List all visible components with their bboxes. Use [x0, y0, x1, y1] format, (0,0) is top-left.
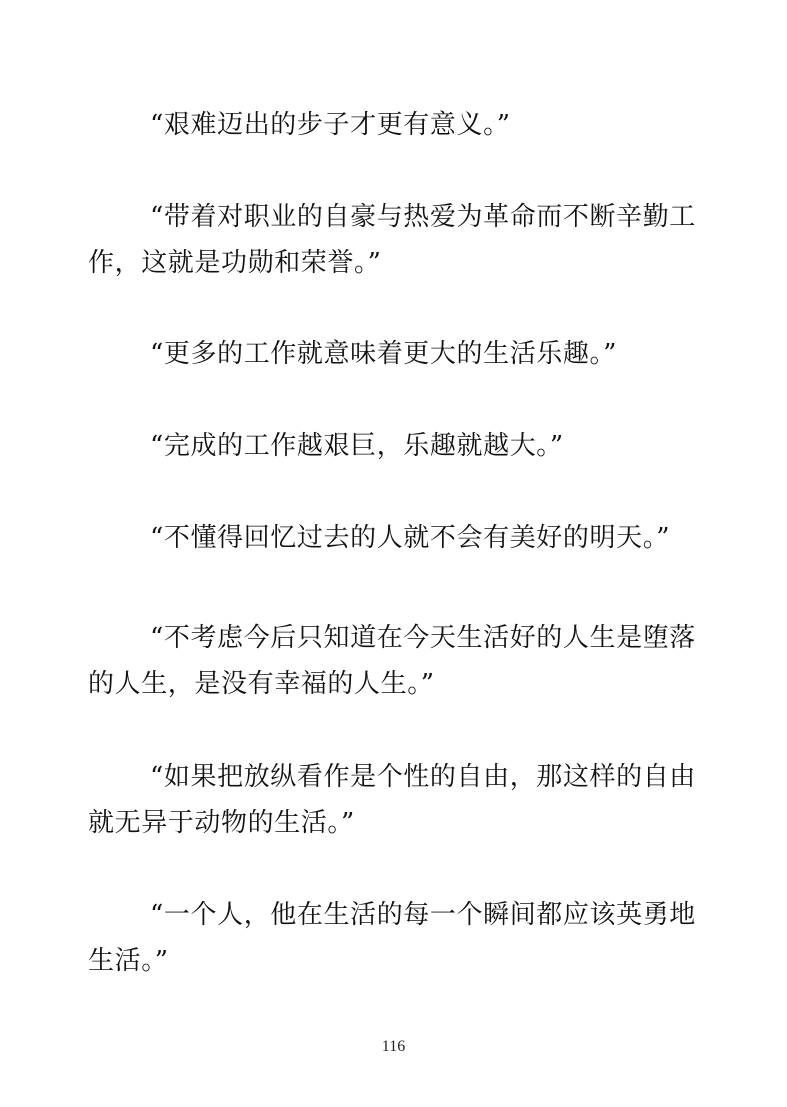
quote-paragraph-8: “一个人，他在生活的每一个瞬间都应该英勇地生活。”: [88, 900, 696, 976]
quote-paragraph-1: “艰难迈出的步子才更有意义。”: [150, 110, 511, 140]
page-number: 116: [381, 1038, 406, 1055]
quote-paragraph-4: “完成的工作越艰巨，乐趣就越大。”: [150, 431, 564, 461]
quote-paragraph-5: “不懂得回忆过去的人就不会有美好的明天。”: [150, 523, 671, 553]
quote-paragraph-3: “更多的工作就意味着更大的生活乐趣。”: [150, 339, 617, 369]
quote-paragraph-7: “如果把放纵看作是个性的自由，那这样的自由就无异于动物的生活。”: [88, 762, 696, 838]
quote-paragraph-2: “带着对职业的自豪与热爱为革命而不断辛勤工作，这就是功勋和荣誉。”: [88, 202, 696, 278]
quote-paragraph-6: “不考虑今后只知道在今天生活好的人生是堕落的人生，是没有幸福的人生。”: [88, 623, 696, 699]
